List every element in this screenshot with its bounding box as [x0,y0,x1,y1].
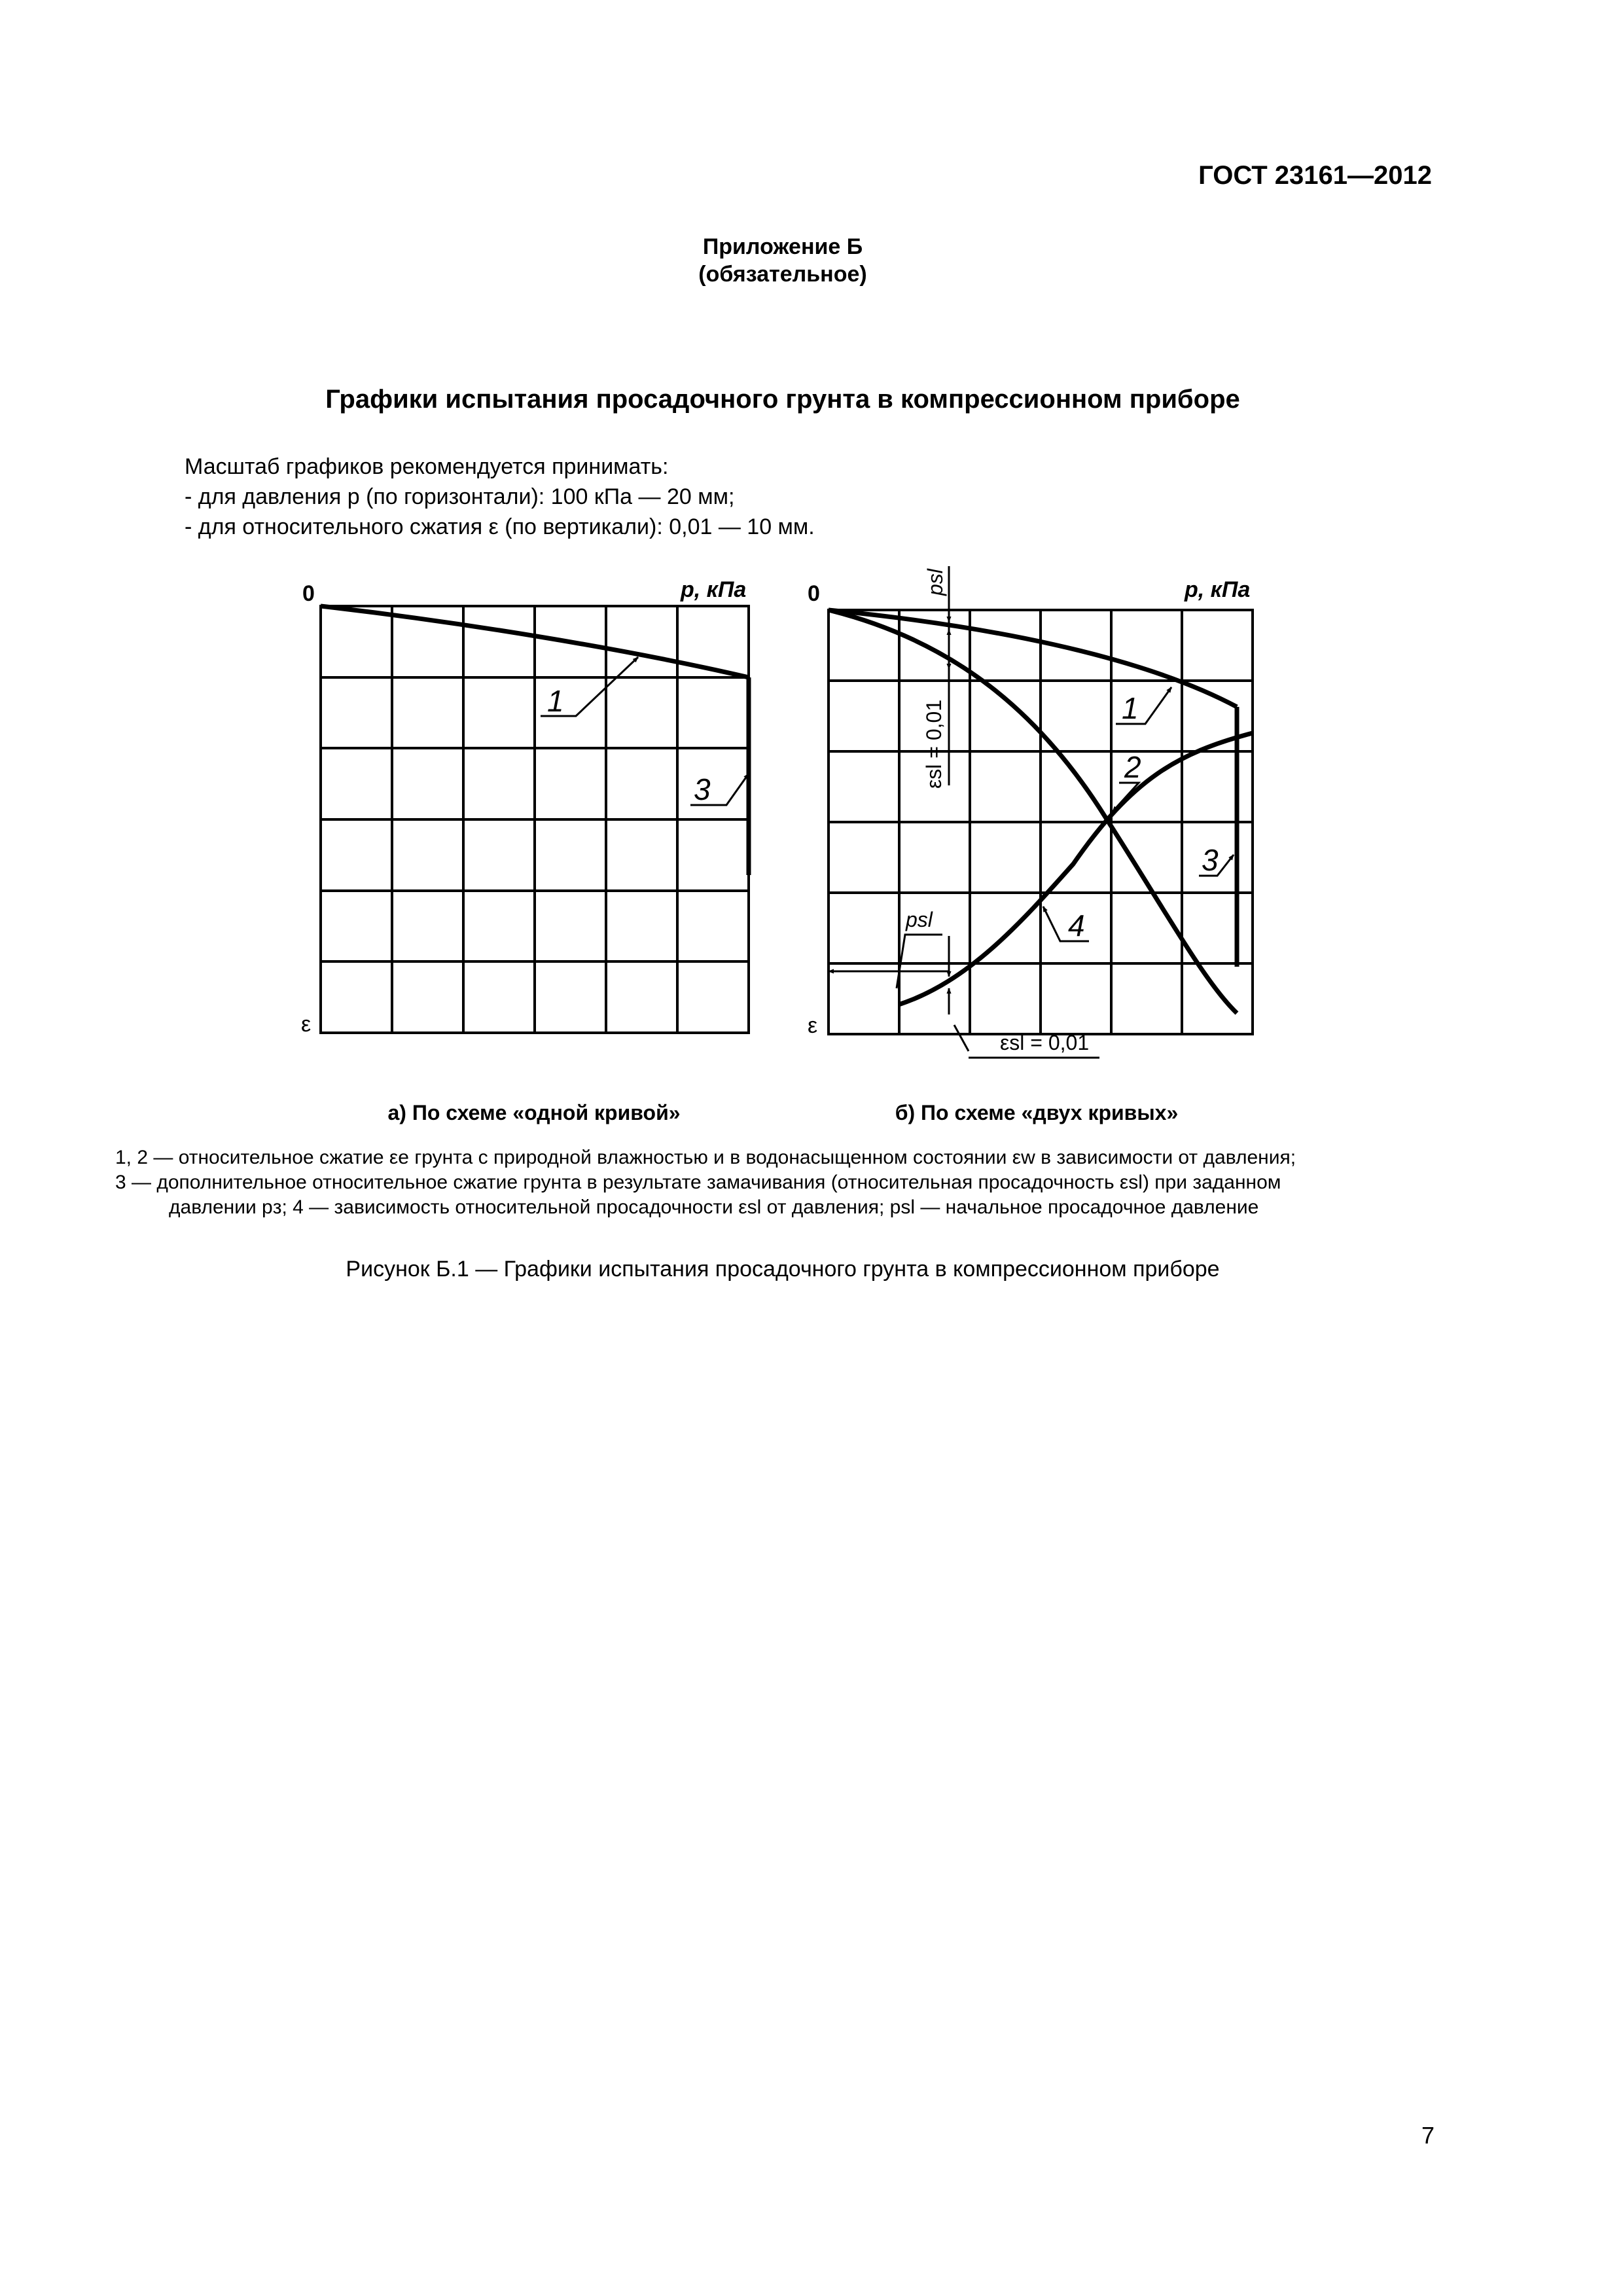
chart-b-callout-2 [1113,750,1141,812]
chart-a-caption: а) По схеме «одной кривой» [387,1101,681,1124]
chart-b-callout-1 [1116,687,1171,725]
svg-text:εsl = 0,01: εsl = 0,01 [1000,1031,1090,1054]
chart-a-callout-1 [541,657,638,718]
svg-text:εsl = 0,01: εsl = 0,01 [922,699,946,789]
legend-line-3: давлении pз; 4 — зависимость относительной просадочности εsl от давления; psl — начальное просадочное давление [169,1196,1259,1218]
svg-text:3: 3 [1202,843,1219,877]
chart-b-psl-mid-leader [829,908,949,1014]
chart-a-callout-3 [690,772,749,806]
chart-b-callout-3 [1199,843,1234,877]
scale-note-pressure: - для давления p (по горизонтали): 100 кПа — 20 мм; [185,484,735,509]
chart-b-y-axis-label: ε [808,1013,818,1038]
chart-b-curve-2 [829,610,1237,1013]
legend-line-1: 1, 2 — относительное сжатие εe грунта с природной влажностью и в водонасыщенном состоянии εw в зависимости от давления; [115,1147,1296,1168]
svg-text:3: 3 [694,772,711,806]
chart-a-grid [321,606,749,1033]
document-code: ГОСТ 23161—2012 [1198,161,1432,190]
appendix-status: (обязательное) [698,262,867,287]
figure-caption: Рисунок Б.1 — Графики испытания просадочного грунта в компрессионном приборе [346,1257,1220,1282]
figure-b1 [0,0,1623,1139]
chart-a-origin-label: 0 [302,581,315,606]
chart-a [301,577,749,1124]
chart-b-eps-bottom-label [954,1025,1099,1058]
svg-text:2: 2 [1124,750,1141,784]
svg-text:1: 1 [1122,691,1139,725]
svg-text:4: 4 [1068,908,1085,942]
scale-note-strain: - для относительного сжатия ε (по вертикали): 0,01 — 10 мм. [185,514,815,539]
section-title: Графики испытания просадочного грунта в компрессионном приборе [325,385,1240,414]
svg-text:psl: psl [906,908,933,931]
chart-b-caption: б) По схеме «двух кривых» [895,1101,1179,1124]
chart-b-callout-4 [1043,906,1089,942]
chart-b [808,566,1253,1124]
scale-note-intro: Масштаб графиков рекомендуется принимать: [185,454,669,479]
appendix-title: Приложение Б [702,234,863,259]
chart-a-x-axis-label: p, кПа [681,577,747,602]
svg-text:1: 1 [547,684,564,718]
svg-text:psl: psl [923,569,947,596]
figure-legend [115,1145,1450,1220]
chart-b-x-axis-label: p, кПа [1185,577,1251,602]
page-number: 7 [1421,2122,1435,2149]
chart-b-origin-label: 0 [808,581,820,606]
chart-b-psl-top-dimension [922,566,949,789]
legend-line-2: 3 — дополнительное относительное сжатие грунта в результате замачивания (относительная просадочность εsl) при заданном [115,1172,1281,1193]
chart-b-curve-1 [829,610,1237,707]
chart-a-y-axis-label: ε [301,1012,312,1037]
